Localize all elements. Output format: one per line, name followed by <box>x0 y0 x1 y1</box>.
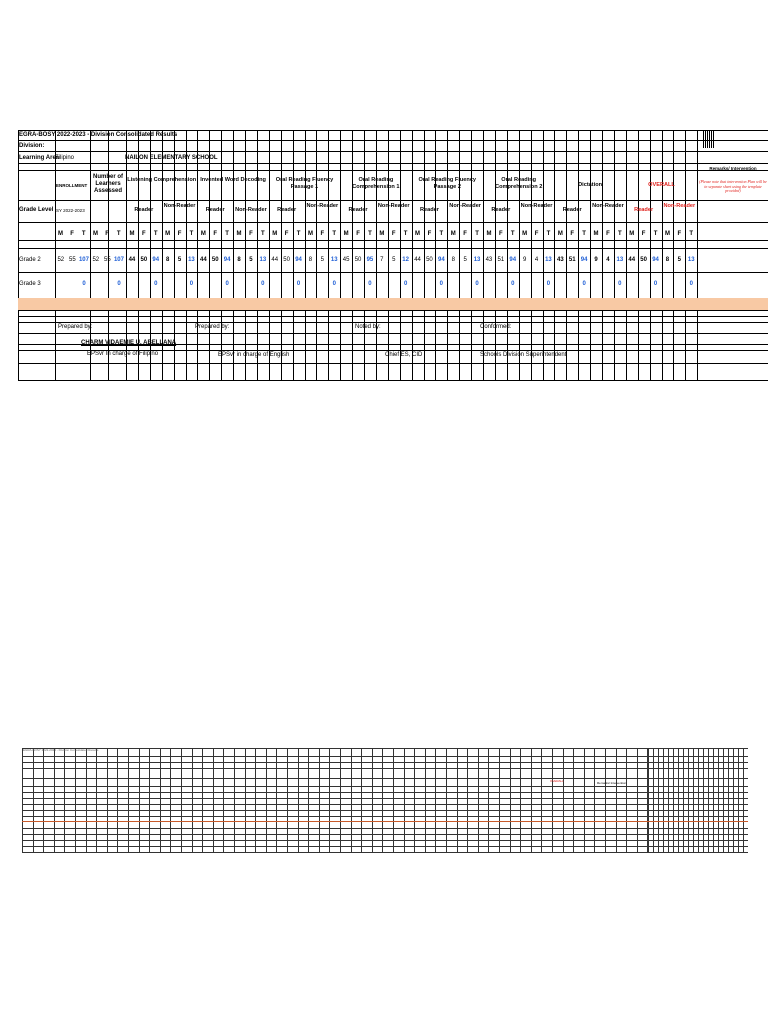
reader-header-4: Reader <box>419 207 439 213</box>
mft-col-2: T <box>153 231 158 237</box>
g2-enroll-0: 52 <box>57 257 65 263</box>
g3-val-t-14: 0 <box>653 281 658 287</box>
mft-col-25: F <box>427 231 432 237</box>
mft-col-46: F <box>677 231 682 237</box>
conformed-label: Conformed: <box>480 324 512 330</box>
mft-col-14: T <box>296 231 301 237</box>
mft-col-15: M <box>307 231 313 237</box>
section-header-4: Oral Reading Fluency Passage 2 <box>418 177 477 190</box>
g3-assessed-t: 0 <box>117 281 121 287</box>
g2-enroll-2: 107 <box>78 257 89 263</box>
reader-header-5: Reader <box>491 207 511 213</box>
mft-col-36: M <box>557 231 563 237</box>
section-header-6: Dictation <box>578 182 603 188</box>
section-header-2: Oral Reading Fluency Passage 1 <box>275 177 334 190</box>
g2-val-5-2: 94 <box>509 257 517 263</box>
mft-col-11: T <box>261 231 265 237</box>
g3-val-t-13: 0 <box>618 281 622 287</box>
g2-val-6-0: 43 <box>556 257 564 263</box>
mft-col-5: T <box>189 231 194 237</box>
g2-val-6-5: 13 <box>616 257 624 263</box>
mft-col-37: F <box>570 231 575 237</box>
g2-val-3-3: 7 <box>380 257 384 263</box>
g3-val-t-12: 0 <box>582 281 586 287</box>
g2-val-0-3: 8 <box>165 257 170 263</box>
mft-col-18: M <box>343 231 349 237</box>
g3-enroll-t: 0 <box>82 281 86 287</box>
remarks-note: (Please note that intervention Plan will be in separate sheet using the template provided) <box>699 179 767 193</box>
highlight-row <box>18 298 768 310</box>
school-name: NAILON ELEMENTARY SCHOOL <box>125 155 218 161</box>
g3-val-t-5: 0 <box>332 281 336 287</box>
g2-val-7-4: 5 <box>677 257 681 263</box>
chief-es: Chief ES, CID <box>385 352 423 358</box>
g2-val-1-5: 13 <box>259 257 267 263</box>
g3-val-t-4: 0 <box>296 281 301 287</box>
g2-val-2-0: 44 <box>271 257 279 263</box>
mft-col-41: T <box>618 231 622 237</box>
g2-val-5-4: 4 <box>534 257 539 263</box>
mft-col-12: M <box>272 231 278 237</box>
nonreader-header-0: Non-Reader <box>163 203 196 209</box>
mft-col-6: M <box>200 231 206 237</box>
g2-val-7-0: 44 <box>628 257 636 263</box>
g2-val-5-0: 43 <box>485 257 493 263</box>
mft-col-44: T <box>653 231 658 237</box>
g2-val-4-0: 44 <box>414 257 421 263</box>
mft-col-0: M <box>129 231 135 237</box>
g2-val-6-3: 9 <box>594 257 598 263</box>
section-header-1: Invented Word Decoding <box>200 177 266 183</box>
thumbnail-sheet <box>22 748 748 852</box>
g2-val-0-5: 13 <box>188 257 195 263</box>
g2-val-2-2: 94 <box>295 257 302 263</box>
learning-area-label: Learning Area <box>19 155 60 161</box>
mft-col-39: M <box>593 231 599 237</box>
g2-val-1-1: 50 <box>211 257 219 263</box>
mft-col-40: F <box>606 231 610 237</box>
g2-val-1-3: 8 <box>237 257 241 263</box>
mft-lead-0-1: F <box>70 231 74 237</box>
g2-val-0-4: 5 <box>177 257 182 263</box>
division-label: Division: <box>19 143 45 149</box>
nonreader-header-5: Non-Reader <box>520 203 553 209</box>
g3-val-t-15: 0 <box>689 281 693 287</box>
mft-col-22: F <box>391 231 396 237</box>
mft-col-13: F <box>284 231 289 237</box>
g2-val-4-1: 50 <box>426 257 433 263</box>
mft-col-27: M <box>450 231 456 237</box>
g2-val-1-2: 94 <box>223 257 231 263</box>
mft-col-42: M <box>629 231 635 237</box>
remarks-title: Remarks/ Intervention <box>709 166 757 171</box>
g3-val-t-1: 0 <box>189 281 194 287</box>
mft-col-20: T <box>368 231 372 237</box>
mft-lead-1-1: F <box>105 231 109 237</box>
enrollment-label: ENROLLMENT <box>56 183 88 188</box>
g2-val-3-5: 12 <box>402 257 409 263</box>
g3-val-t-2: 0 <box>225 281 229 287</box>
grade-3-label: Grade 3 <box>19 281 41 287</box>
section-header-5: Oral Reading Comprehension 2 <box>495 177 543 190</box>
g3-val-t-3: 0 <box>261 281 265 287</box>
mft-col-47: T <box>689 231 694 237</box>
thumbnail-title: EGRA-BOSY 2022-2023 - Division Consolidated Results <box>23 748 99 752</box>
g2-val-3-1: 50 <box>354 257 362 263</box>
g3-val-t-11: 0 <box>546 281 551 287</box>
mft-col-45: M <box>664 231 670 237</box>
g2-val-4-3: 8 <box>451 257 455 263</box>
g2-val-6-1: 51 <box>568 257 576 263</box>
reader-header-1: Reader <box>205 207 225 213</box>
g2-val-3-2: 95 <box>366 257 374 263</box>
mft-col-29: T <box>475 231 479 237</box>
prepared-by-label-2: Prepared by: <box>195 324 230 330</box>
grade-2-label: Grade 2 <box>19 257 41 263</box>
g3-val-t-6: 0 <box>368 281 372 287</box>
g2-val-0-1: 50 <box>140 257 148 263</box>
g2-val-2-4: 5 <box>320 257 324 263</box>
g2-val-7-3: 8 <box>665 257 670 263</box>
g2-val-0-0: 44 <box>128 257 136 263</box>
g2-val-4-5: 13 <box>473 257 481 263</box>
nonreader-header-2: Non-Reader <box>306 203 339 209</box>
g2-val-7-1: 50 <box>640 257 647 263</box>
g3-val-t-0: 0 <box>154 281 158 287</box>
g3-val-t-7: 0 <box>403 281 408 287</box>
g2-val-7-5: 13 <box>687 257 695 263</box>
g3-val-t-9: 0 <box>475 281 479 287</box>
mft-col-31: F <box>499 231 503 237</box>
g3-val-t-10: 0 <box>511 281 515 287</box>
nonreader-header-6: Non-Reader <box>592 203 624 209</box>
g2-val-6-2: 94 <box>580 257 588 263</box>
noted-by-label: Noted by: <box>355 324 381 330</box>
g2-assessed-1: 55 <box>104 257 111 263</box>
thumbnail-remarks: Remarks/ Intervention <box>597 781 627 785</box>
mft-col-43: F <box>641 231 646 237</box>
sy-label: SY 2022-2023 <box>56 208 85 213</box>
section-header-0: Listening Comprehension <box>127 177 197 183</box>
g2-val-1-4: 5 <box>249 257 253 263</box>
nonreader-header-3: Non-Reader <box>377 203 410 209</box>
spreadsheet-main <box>18 130 768 380</box>
g2-assessed-0: 52 <box>92 257 100 263</box>
nonreader-header-7: Non-Reader <box>663 203 696 209</box>
mft-col-26: T <box>439 231 444 237</box>
mft-col-38: T <box>582 231 586 237</box>
mft-lead-0-0: M <box>58 231 63 237</box>
learning-area-value: Filipino <box>55 155 75 161</box>
g2-val-4-4: 5 <box>463 257 467 263</box>
mft-lead-1-2: T <box>116 231 121 237</box>
reader-header-0: Reader <box>134 207 154 213</box>
mft-col-23: T <box>403 231 408 237</box>
g2-val-4-2: 94 <box>437 257 445 263</box>
mft-col-19: F <box>356 231 360 237</box>
section-header-3: Oral Reading Comprehension 1 <box>352 177 400 190</box>
mft-col-7: F <box>213 231 218 237</box>
mft-col-16: F <box>320 231 325 237</box>
thumbnail-overall: OVERALL <box>550 779 564 783</box>
nonreader-header-4: Non-Reader <box>449 203 481 209</box>
mft-col-32: T <box>510 231 515 237</box>
mft-col-35: T <box>546 231 551 237</box>
nonreader-header-1: Non-Reader <box>235 207 267 213</box>
mft-col-34: F <box>534 231 539 237</box>
grade-level-label: Grade Level <box>19 207 54 213</box>
mft-col-1: F <box>142 231 146 237</box>
mft-col-30: M <box>486 231 492 237</box>
g2-val-3-4: 5 <box>392 257 396 263</box>
mft-col-21: M <box>379 231 385 237</box>
mft-lead-1-0: M <box>93 231 98 237</box>
thumbnail-accent-line <box>22 821 748 822</box>
mft-lead-0-2: T <box>81 231 86 237</box>
prepared-by-label: Prepared by: <box>58 324 93 330</box>
section-header-7: OVERALL <box>648 182 675 188</box>
g2-val-2-3: 8 <box>308 257 313 263</box>
assessed-label: Number of Learners Assessed <box>93 174 123 194</box>
mft-col-8: T <box>225 231 229 237</box>
g2-val-1-0: 44 <box>199 257 207 263</box>
g2-val-5-3: 9 <box>522 257 527 263</box>
signatory-title: EPSvr In charge of Filipino <box>87 351 159 357</box>
reader-header-7: Reader <box>634 207 654 213</box>
g2-val-0-2: 94 <box>152 257 160 263</box>
g2-val-5-5: 13 <box>545 257 552 263</box>
reader-header-2: Reader <box>277 207 297 213</box>
signatory-name: CHARM VIDAEMIE U. ABELLANA <box>81 340 177 346</box>
g2-enroll-1: 55 <box>69 257 76 263</box>
mft-col-4: F <box>177 231 182 237</box>
mft-col-10: F <box>249 231 253 237</box>
g2-val-6-4: 4 <box>606 257 610 263</box>
sds: Schools Division Superintendent <box>480 352 567 358</box>
g2-val-5-1: 51 <box>497 257 505 263</box>
mft-col-9: M <box>236 231 242 237</box>
mft-col-24: M <box>415 231 421 237</box>
mft-col-3: M <box>165 231 171 237</box>
g3-val-t-8: 0 <box>439 281 443 287</box>
mft-col-33: M <box>522 231 528 237</box>
mft-col-28: F <box>463 231 467 237</box>
g2-val-2-1: 50 <box>283 257 290 263</box>
reader-header-3: Reader <box>348 207 368 213</box>
g2-val-2-5: 13 <box>330 257 338 263</box>
g2-val-3-0: 45 <box>342 257 350 263</box>
g2-assessed-2: 107 <box>113 257 124 263</box>
reader-header-6: Reader <box>562 207 582 213</box>
epsvr-english: EPSvr in charge of English <box>218 352 290 358</box>
mft-col-17: T <box>332 231 337 237</box>
g2-val-7-2: 94 <box>652 257 659 263</box>
sheet-title: EGRA-BOSY 2022-2023 - Division Consolidated Results <box>19 132 178 138</box>
